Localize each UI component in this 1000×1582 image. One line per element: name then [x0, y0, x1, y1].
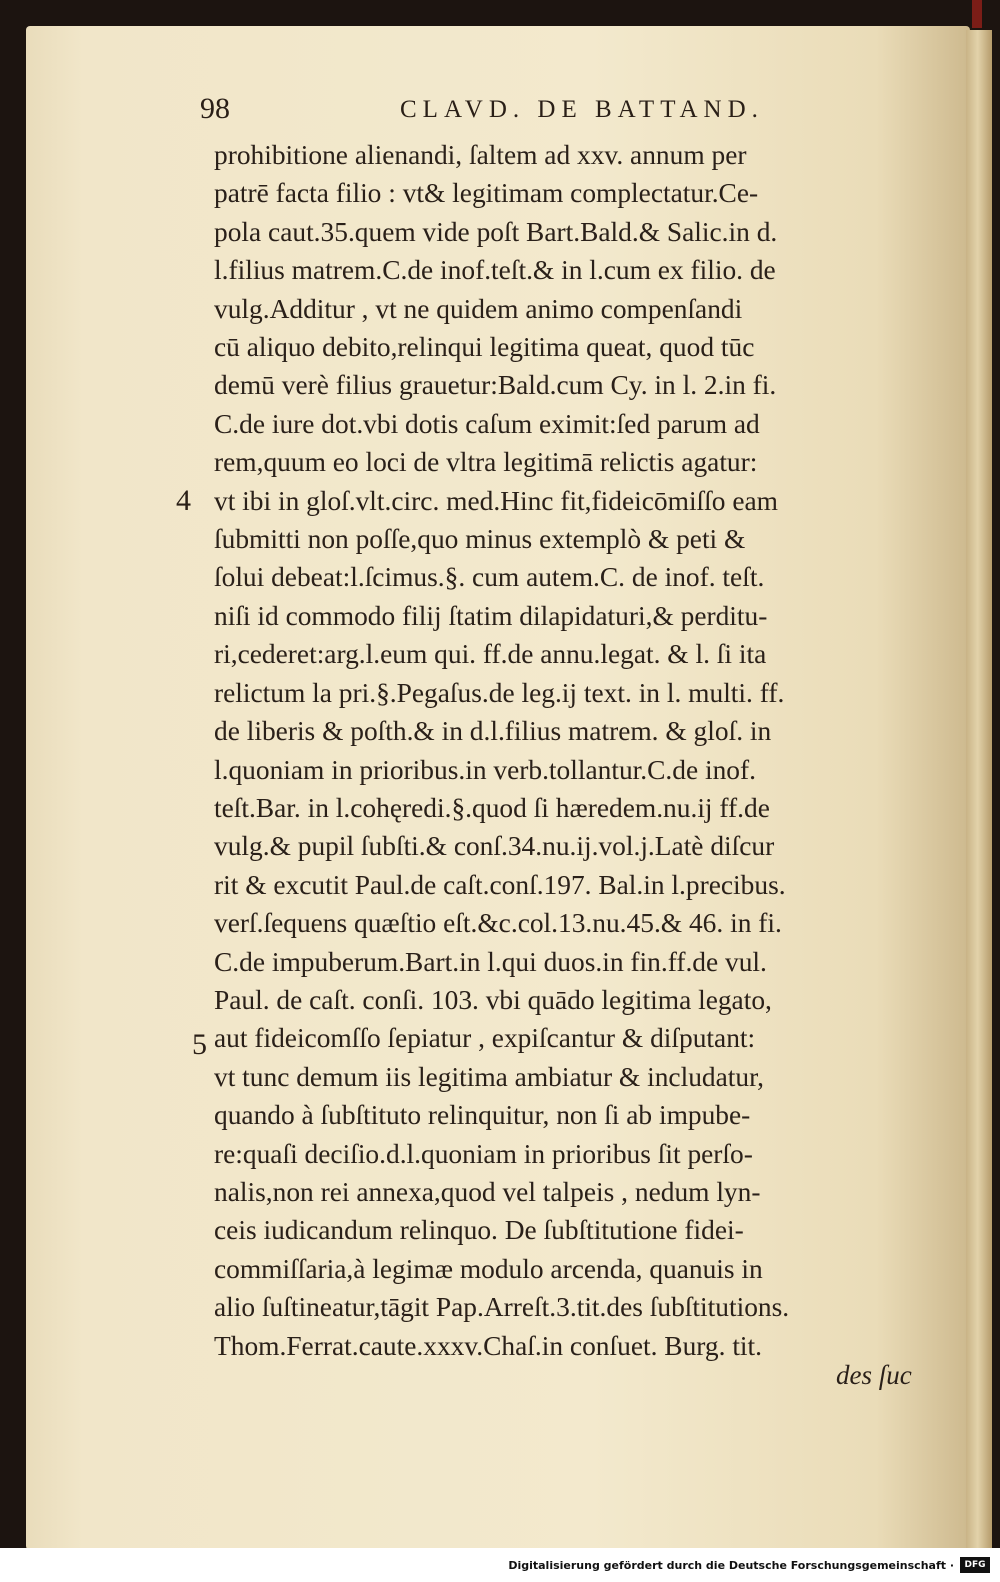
page-edge [966, 30, 992, 1550]
red-bookmark [972, 0, 982, 28]
text-line: alio ſuſtineatur,tāgit Pap.Arreſt.3.tit.des ſubſtitutions. [214, 1292, 790, 1323]
footer-credit: Digitalisierung gefördert durch die Deutsche Forschungsgemeinschaft · [508, 1559, 954, 1572]
text-line: Paul. de caſt. conſi. 103. vbi quādo legitima legato, [214, 984, 772, 1015]
text-line: vulg.& pupil ſubſti.& conſ.34.nu.ij.vol.j.Latè diſcur [214, 831, 775, 862]
footer-bar [0, 1548, 1000, 1582]
text-line: demū verè filius grauetur:Bald.cum Cy. in l. 2.in fi. [214, 370, 777, 401]
catchword: des ſuc [836, 1360, 912, 1390]
text-line: re:quaſi deciſio.d.l.quoniam in prioribus ſit perſo- [214, 1138, 753, 1169]
text-line: niſi id commodo filij ſtatim dilapidaturi,& perditu- [214, 600, 768, 631]
text-line: C.de impuberum.Bart.in l.qui duos.in fin.ff.de vul. [214, 946, 767, 977]
margin-number-4: 4 [176, 484, 191, 517]
text-line: teſt.Bar. in l.cohęredi.§.quod ſi hæredem.nu.ij ff.de [214, 792, 770, 823]
page-header [200, 92, 940, 132]
text-line: pola caut.35.quem vide poſt Bart.Bald.& Salic.in d. [214, 216, 778, 247]
text-line: Thom.Ferrat.caute.xxxv.Chaſ.in conſuet. Burg. tit. [214, 1330, 763, 1361]
margin-number-5: 5 [192, 1028, 207, 1061]
text-line: vt tunc demum iis legitima ambiatur & includatur, [214, 1061, 764, 1092]
text-line: rit & excutit Paul.de caſt.conſ.197. Bal.in l.precibus. [214, 869, 786, 900]
text-line: de liberis & poſth.& in d.l.filius matrem. & gloſ. in [214, 716, 772, 747]
text-line: cū aliquo debito,relinqui legitima queat, quod tūc [214, 332, 755, 363]
running-title: CLAVD. DE BATTAND. [400, 96, 764, 123]
page-number: 98 [200, 92, 230, 125]
text-line: ſubmitti non poſſe,quo minus extemplò & peti & [214, 524, 746, 555]
text-line: patrē facta filio : vt& legitimam complectatur.Ce- [214, 178, 759, 209]
text-line: quando à ſubſtituto relinquitur, non ſi ab impube- [214, 1100, 751, 1131]
text-line: relictum la pri.§.Pegaſus.de leg.ij text. in l. multi. ff. [214, 677, 785, 708]
body-text [214, 136, 934, 1365]
text-line: prohibitione alienandi, ſaltem ad xxv. annum per [214, 140, 747, 170]
text-line: l.filius matrem.C.de inof.teſt.& in l.cum ex filio. de [214, 255, 776, 286]
text-line: aut fideicomſſo ſepiatur , expiſcantur & diſputant: [214, 1023, 756, 1054]
text-line: C.de iure dot.vbi dotis caſum eximit:ſed parum ad [214, 408, 760, 439]
text-line: vt ibi in gloſ.vlt.circ. med.Hinc fit,fideicōmiſſo eam [214, 485, 778, 516]
text-line: nalis,non rei annexa,quod vel talpeis , nedum lyn- [214, 1176, 761, 1207]
text-line: ſolui debeat:l.ſcimus.§. cum autem.C. de inof. teſt. [214, 562, 765, 593]
text-line: vulg.Additur , vt ne quidem animo compenſandi [214, 293, 743, 324]
text-line: rem,quum eo loci de vltra legitimā relictis agatur: [214, 447, 758, 478]
dfg-logo-icon: DFG [960, 1557, 990, 1573]
text-line: ri,cederet:arg.l.eum qui. ff.de annu.legat. & l. ſi ita [214, 639, 767, 670]
text-line: commiſſaria,à legimæ modulo arcenda, quanuis in [214, 1253, 763, 1284]
text-line: verſ.ſequens quæſtio eſt.&c.col.13.nu.45.& 46. in fi. [214, 908, 782, 939]
text-line: ceis iudicandum relinquo. De ſubſtitutione fidei- [214, 1215, 744, 1246]
text-line: l.quoniam in prioribus.in verb.tollantur.C.de inof. [214, 754, 756, 785]
